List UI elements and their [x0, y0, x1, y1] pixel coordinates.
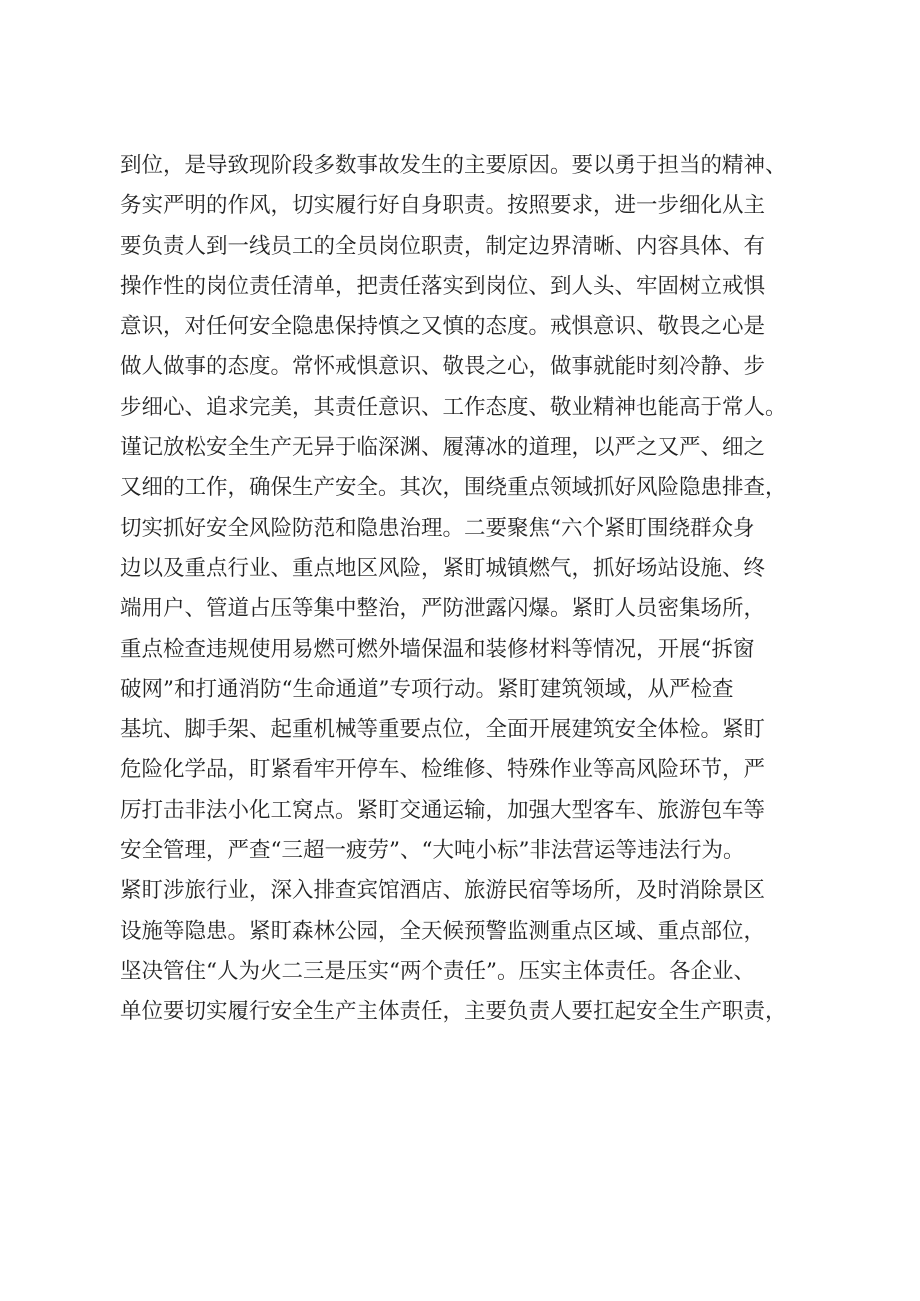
text-line-20: 设施等隐患。紧盯森林公园，全天候预警监测重点区域、重点部位， [120, 918, 766, 944]
text-line-19: 紧盯涉旅行业，深入排查宾馆酒店、旅游民宿等场所，及时消除景区 [120, 878, 766, 904]
text-line-10: 切实抓好安全风险防范和隐患治理。二要聚焦“六个紧盯围绕群众身 [120, 515, 755, 541]
body-paragraph [120, 146, 840, 1033]
text-line-11: 边以及重点行业、重点地区风险，紧盯城镇燃气，抓好场站设施、终 [120, 555, 766, 581]
text-line-3: 要负责人到一线员工的全员岗位职责，制定边界清晰、内容具体、有 [120, 233, 766, 259]
text-line-1: 到位，是导致现阶段多数事故发生的主要原因。要以勇于担当的精神、 [120, 153, 787, 178]
text-line-6: 做人做事的态度。常怀戒惧意识、敬畏之心，做事就能时刻冷静、步 [120, 354, 766, 380]
text-line-22: 单位要切实履行安全生产主体责任，主要负责人要扛起安全生产职责， [120, 999, 787, 1025]
text-line-15: 基坑、脚手架、起重机械等重要点位，全面开展建筑安全体检。紧盯 [120, 717, 766, 743]
text-line-4: 操作性的岗位责任清单，把责任落实到岗位、到人头、牢固树立戒惧 [120, 273, 766, 299]
text-line-18: 安全管理，严查“三超一疲劳”、“大吨小标”非法营运等违法行为。 [120, 838, 745, 864]
text-line-5: 意识，对任何安全隐患保持慎之又慎的态度。戒惧意识、敬畏之心是 [120, 314, 766, 340]
text-line-14: 破网”和打通消防“生命通道”专项行动。紧盯建筑领域，从严检查 [120, 676, 734, 702]
text-line-13: 重点检查违规使用易燃可燃外墙保温和装修材料等情况，开展“拆窗 [120, 636, 755, 662]
text-line-17: 厉打击非法小化工窝点。紧盯交通运输，加强大型客车、旅游包车等 [120, 797, 766, 823]
text-line-9: 又细的工作，确保生产安全。其次，围绕重点领域抓好风险隐患排查， [120, 475, 787, 501]
text-line-8: 谨记放松安全生产无异于临深渊、履薄冰的道理，以严之又严、细之 [120, 435, 766, 461]
text-line-12: 端用户、管道占压等集中整治，严防泄露闪爆。紧盯人员密集场所， [120, 596, 766, 622]
text-line-21: 坚决管住“人为火二三是压实“两个责任”。压实主体责任。各企业、 [120, 958, 755, 984]
text-line-7: 步细心、追求完美，其责任意识、工作态度、敬业精神也能高于常人。 [120, 394, 787, 420]
text-line-2: 务实严明的作风，切实履行好自身职责。按照要求，进一步细化从主 [120, 193, 766, 219]
text-line-16: 危险化学品，盯紧看牢开停车、检维修、特殊作业等高风险环节，严 [120, 757, 766, 783]
